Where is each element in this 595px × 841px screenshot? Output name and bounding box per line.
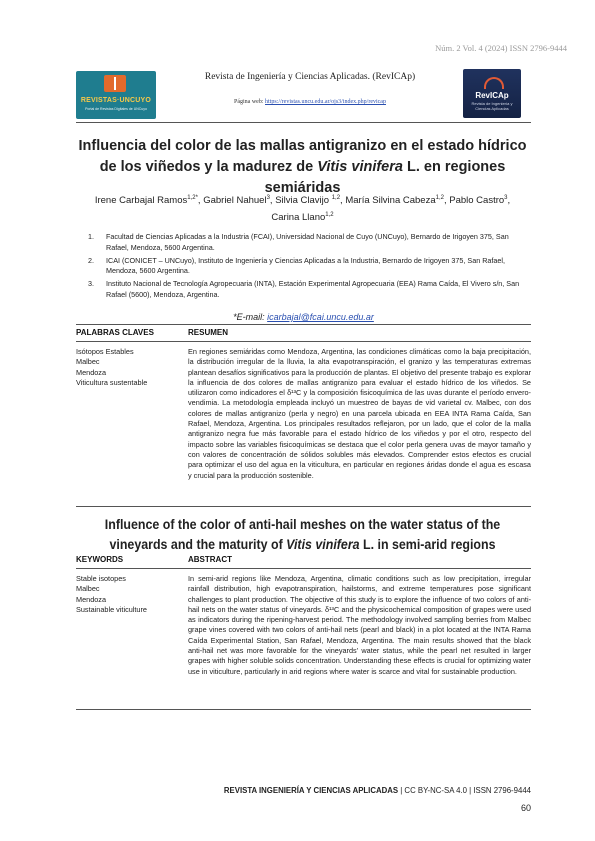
keyword: Viticultura sustentable <box>76 377 148 387</box>
email-label: *E-mail: <box>233 312 268 322</box>
arc-icon <box>484 77 504 89</box>
section-divider <box>76 341 531 342</box>
page-footer <box>224 786 531 795</box>
keyword: Mendoza <box>76 367 107 377</box>
revicap-logo[interactable] <box>463 69 521 118</box>
left-logo-subtitle: Portal de Revistas Digitales de UNCuyo <box>85 107 147 111</box>
abstract-text-es: En regiones semiáridas como Mendoza, Argentina, las condiciones climáticas como la baja precipitación, la distribución irregular de la lluvia, la alta evapotranspiración, el granizo y las temperaturas extremas plantean desafíos significativos para la producción de plantas. El objetivo del presente trabajo es explorar la influencia de dos colores de mallas antigranizo para evaluar el estado hídrico de los viñedos. Se utilizaron como indicadores el δ¹³C y la composición fisicoquímica de las uvas durante el período envero-vendimia. La metodología empleada incluyó un muestreo de bayas de vid varietal cv. Malbec, con dos colores de mallas antigranizo (perla y negro) en una parcela ubicada en EEA INTA Rama Caída, San Rafael, Mendoza, Argentina. Los principales resultados reflejaron, por un lado, que el color de la malla antigranizo negra fue más favorable para el estado hídrico de los viñedos y por el otro, respecto del impacto sobre las variables fisicoquímicas se destaca que el color perla genera uvas de mayor tamaño y con valores de concentración de sólidos solubles más elevados. Comprender estos efectos es crucial para optimizar el uso del agua en la viticultura, en particular en regiones áridas donde el agua es escasa y crucial para la producción sostenible. <box>188 347 531 480</box>
title-es-species: Vitis vinifera <box>317 159 403 175</box>
contact-email <box>76 312 531 322</box>
author: Gabriel Nahuel$^3$ <box>203 195 270 207</box>
affiliation-item: 2. ICAI (CONICET – UNCuyo), Instituto de Ingeniería y Ciencias Aplicadas a la Industria, Bernardo de Irigoyen 375, San Rafael, Mendoza, 5600 Argentina. <box>88 255 505 276</box>
header-divider <box>76 122 531 123</box>
abstract-header-en: ABSTRACT <box>188 555 232 564</box>
abstract-header-es: RESUMEN <box>188 328 229 337</box>
title-en-part2: L. in semi-arid regions <box>359 537 496 552</box>
issue-info: Núm. 2 Vol. 4 (2024) ISSN 2796-9444 <box>435 43 567 53</box>
revistas-uncuyo-logo[interactable] <box>76 71 156 119</box>
keyword: Isótopos Estables <box>76 347 134 356</box>
keyword: Malbec <box>76 357 100 367</box>
affiliation-item: 1. Facultad de Ciencias Aplicadas a la Industria (FCAI), Universidad Nacional de Cuyo (UNCuyo), Bernardo de Irigoyen 375, San Rafael, Mendoza, 5600 Argentina. <box>88 232 509 252</box>
affiliation-list <box>76 232 531 303</box>
author: Pablo Castro$^3$ <box>449 195 508 207</box>
title-es-part2: L. en regiones semiáridas <box>264 159 506 196</box>
keywords-header-en: KEYWORDS <box>76 555 124 564</box>
book-icon <box>104 75 126 92</box>
keywords-header-es: PALABRAS CLAVES <box>76 328 154 337</box>
website-label: Página web: <box>234 99 265 105</box>
author: Silvia Clavijo $^{1,2}$ <box>275 195 341 207</box>
affiliation-item: 3. Instituto Nacional de Tecnología Agropecuaria (INTA), Estación Experimental Agropecuaria (EEA) Rama Caída, El Vivero s/n, San Rafael (5600), Mendoza, Argentina. <box>88 279 520 299</box>
abstract-text-en: In semi-arid regions like Mendoza, Argentina, climatic conditions such as low precipitation, irregular rainfall distribution, high evapotranspiration, hailstorms, and extreme temperatures pose significant challenges to plant production. The objective of this study is to explore the influence of two colors of anti-hail nets on the water status of vineyards. δ¹³C and the physicochemical composition of grapes were used as indicators during the ripening-harvest period. The methodology involved sampling berries from Malbec grape vines covered with two colors of anti-hail nets (pearl and black) in a plot located at the INTA Rama Caída Experimental Station, San Rafael, Mendoza, Argentina. The main results showed that the black anti-hail net was more favorable for the vineyards' water status, while the pearl net resulted in larger grapes with higher soluble solids concentration. Understanding these effects is crucial for optimizing water use in viticulture, particularly in arid regions where water is scarce and vital for sustainable production. <box>188 574 531 676</box>
article-title-english <box>89 515 517 555</box>
author-list: Irene Carbajal Ramos$^{1,2*}$, Gabriel Nahuel$^3$, Silvia Clavijo $^{1,2}$, María Silvina Cabeza$^{1,2}$, Pablo Castro$^3$, Carina Llano$^{1,2}$ <box>94 195 511 224</box>
right-logo-name: RevICAp <box>475 91 509 100</box>
section-divider <box>76 506 531 507</box>
email-link[interactable]: icarbajal@fcai.uncu.edu.ar <box>267 312 374 322</box>
keywords-list-es <box>76 347 181 388</box>
section-divider <box>76 709 531 710</box>
author: Irene Carbajal Ramos$^{1,2*}$ <box>94 195 198 207</box>
keyword: Stable isotopes <box>76 574 126 583</box>
footer-journal: REVISTA INGENIERÍA Y CIENCIAS APLICADAS <box>223 786 399 795</box>
keyword: Malbec <box>76 584 100 594</box>
left-logo-name: REVISTAS·UNCUYO <box>80 97 152 104</box>
author: Carina Llano$^{1,2}$ <box>271 212 334 224</box>
title-en-part1: Influence of the color of anti-hail meshes on the water status of the vineyards and the maturity of <box>104 517 501 552</box>
keywords-list-en <box>76 574 181 615</box>
page-number: 60 <box>520 803 531 813</box>
journal-name: Revista de Ingeniería y Ciencias Aplicadas. (RevICAp) <box>204 72 416 82</box>
keyword: Mendoza <box>76 594 107 604</box>
footer-license: | CC BY-NC-SA 4.0 | ISSN 2796-9444 <box>398 786 531 795</box>
article-title-spanish <box>70 136 535 199</box>
section-divider <box>76 324 531 325</box>
website-line <box>170 99 450 105</box>
section-divider <box>76 568 531 569</box>
author: María Silvina Cabeza$^{1,2}$ <box>345 195 444 207</box>
keyword: Sustainable viticulture <box>76 604 147 614</box>
title-es-part1: Influencia del color de las mallas antigranizo en el estado hídrico de los viñedos y la madurez de <box>78 138 527 175</box>
right-logo-subtitle: Revista de Ingeniería y Ciencias Aplicadas <box>471 101 513 111</box>
title-en-species: Vitis vinifera <box>286 537 360 552</box>
website-link[interactable]: https://revistas.uncu.edu.ar/ojs3/index.php/revicap <box>265 99 386 105</box>
